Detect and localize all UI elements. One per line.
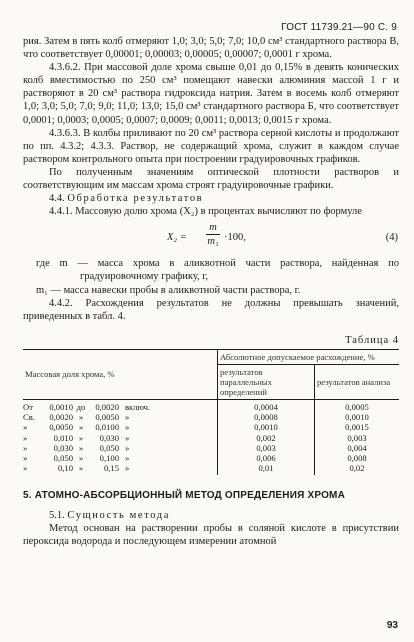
paragraph: 4.3.6.2. При массовой доле хрома свыше 0,01 до 0,15% в девять конических колб вместимостью по 250 см³ помещают навески алюминия массой 1 г и растворяют в 20 см³ раствора гидроксида натрия. Затем в восемь колб отмеряют 1,0; 3,0; 5,0; 7,0; 9,0; 11,0; 13,0; 15,0 см³ стандартного раствора Б, что соответствует 0,0001; 0,0003; 0,0005; 0,0007; 0,0009; 0,0011; 0,0013; 0,0015 г хрома. [23, 62, 399, 126]
section-number: 5.1. [49, 510, 65, 522]
formula-number: (4) [385, 232, 398, 244]
table-row [23, 412, 399, 422]
parallel-tolerance-cell: 0,002 [218, 432, 315, 442]
parallel-tolerance-cell: 0,0010 [218, 422, 315, 432]
analysis-tolerance-cell: 0,008 [315, 453, 400, 463]
page-header: ГОСТ 11739.21—90 С. 9 [281, 22, 397, 33]
range-suffix: » [125, 422, 130, 433]
table-caption: Таблица 4 [345, 334, 399, 346]
range-suffix: » [125, 432, 130, 443]
column-header-analysis: результатов анализа [315, 364, 400, 399]
formula-lhs: X₂ = [167, 232, 187, 244]
paragraph: 4.4.2. Расхождения результатов не должны превышать значений, приведенных в табл. 4. [23, 297, 399, 322]
range-to: 0,030 [99, 432, 119, 443]
section-title: Сущность метода [67, 510, 170, 522]
chromium-range-cell [23, 432, 218, 442]
paragraph: Метод основан на растворении пробы в соляной кислоте в присутствии пероксида водорода и последующем измерении атомной [23, 523, 399, 548]
formula-denominator: m₁ [207, 236, 219, 248]
parallel-tolerance-cell: 0,01 [218, 463, 315, 475]
range-from: 0,050 [53, 452, 73, 463]
range-prefix: » [23, 422, 28, 433]
definition-item [23, 284, 399, 297]
range-prefix: От [23, 401, 33, 412]
definition-symbol: где m — [36, 258, 98, 270]
range-to: 0,050 [99, 442, 119, 453]
definition-text: масса навески пробы в аликвотной части раствора, г. [63, 284, 301, 296]
range-to: 0,0020 [95, 401, 119, 412]
analysis-tolerance-cell: 0,02 [315, 463, 400, 475]
range-suffix: » [125, 452, 130, 463]
table-row [23, 422, 399, 432]
parallel-tolerance-cell: 0,003 [218, 443, 315, 453]
range-connector: до [76, 401, 86, 412]
formula-fraction [206, 222, 220, 248]
range-from: 0,0050 [49, 422, 73, 433]
range-from: 0,10 [57, 463, 73, 474]
definition-text: масса хрома в аликвотной части раствора, найденная по градуировочному графику, г, [80, 258, 399, 283]
range-connector: » [78, 442, 84, 453]
table-row [23, 399, 399, 412]
chromium-range-cell [23, 443, 218, 453]
analysis-tolerance-cell: 0,0010 [315, 412, 400, 422]
chromium-range-cell [23, 412, 218, 422]
section-number: 4.4. [49, 193, 65, 205]
range-from: 0,0010 [49, 401, 73, 412]
range-prefix: » [23, 452, 28, 463]
range-prefix: » [23, 463, 28, 474]
chromium-range-cell [23, 422, 218, 432]
chromium-range-cell [23, 399, 218, 412]
section-heading [23, 192, 399, 205]
paragraph: 4.4.1. Массовую долю хрома (X₂) в процентах вычисляют по формуле [49, 206, 362, 218]
table-row [23, 453, 399, 463]
column-group-header: Абсолютное допускаемое расхождение, % [218, 349, 400, 364]
range-to: 0,100 [99, 452, 119, 463]
range-connector: » [78, 432, 84, 443]
page-number: 93 [386, 619, 398, 631]
range-prefix: » [23, 442, 28, 453]
formula-multiplier: ·100, [224, 232, 246, 244]
formula-numerator: m [206, 222, 220, 235]
range-from: 0,010 [53, 432, 73, 443]
table-body [23, 399, 399, 475]
range-from: 0,030 [53, 442, 73, 453]
tolerance-table [23, 349, 399, 475]
analysis-tolerance-cell: 0,004 [315, 443, 400, 453]
parallel-tolerance-cell: 0,0004 [218, 399, 315, 412]
range-suffix: включ. [125, 401, 151, 412]
range-connector: » [78, 422, 84, 433]
subsection-heading [23, 509, 399, 522]
paragraph: рия. Затем в пять колб отмеряют 1,0; 3,0; 5,0; 7,0; 10,0 см³ стандартного раствора В, что соответствует 0,00001; 0,00003; 0,00005; 0,00007; 0,0001 г хрома. [23, 36, 399, 61]
analysis-tolerance-cell: 0,0015 [315, 422, 400, 432]
range-connector: » [78, 412, 84, 423]
table-row [23, 463, 399, 475]
range-to: 0,0100 [95, 422, 119, 433]
column-header-chromium: Массовая доля хрома, % [23, 349, 218, 399]
range-prefix: Св. [23, 412, 35, 423]
analysis-tolerance-cell: 0,0005 [315, 399, 400, 412]
range-to: 0,15 [103, 463, 119, 474]
definition-symbol: m₁ — [36, 284, 64, 296]
column-header-parallel: результатов параллельных определений [218, 364, 315, 399]
definition-item [23, 257, 399, 283]
document-body [23, 35, 399, 549]
analysis-tolerance-cell: 0,003 [315, 432, 400, 442]
range-connector: » [78, 452, 84, 463]
section-title: Обработка результатов [67, 193, 204, 205]
chromium-range-cell [23, 453, 218, 463]
range-from: 0,0020 [49, 412, 73, 423]
range-connector: » [78, 463, 84, 474]
table-row [23, 443, 399, 453]
range-suffix: » [125, 412, 130, 423]
paragraph: 4.3.6.3. В колбы приливают по 20 см³ раствора серной кислоты и продолжают по пп. 4.3.2; 4.3.3. Раствор, не содержащий хрома, служит в каждом случае раствором контрольного опыта при построении градуировочных графиков. [23, 127, 399, 165]
parallel-tolerance-cell: 0,006 [218, 453, 315, 463]
formula [23, 220, 399, 256]
range-suffix: » [125, 442, 130, 453]
section-heading: 5. АТОМНО-АБСОРБЦИОННЫЙ МЕТОД ОПРЕДЕЛЕНИЯ ХРОМА [23, 490, 346, 502]
paragraph: По полученным значениям оптической плотности растворов и соответствующим им массам хрома строят градуировочные графики. [23, 166, 399, 192]
range-to: 0,0050 [95, 412, 119, 423]
parallel-tolerance-cell: 0,0008 [218, 412, 315, 422]
range-prefix: » [23, 432, 28, 443]
table-row [23, 432, 399, 442]
range-suffix: » [125, 463, 130, 474]
chromium-range-cell [23, 463, 218, 475]
